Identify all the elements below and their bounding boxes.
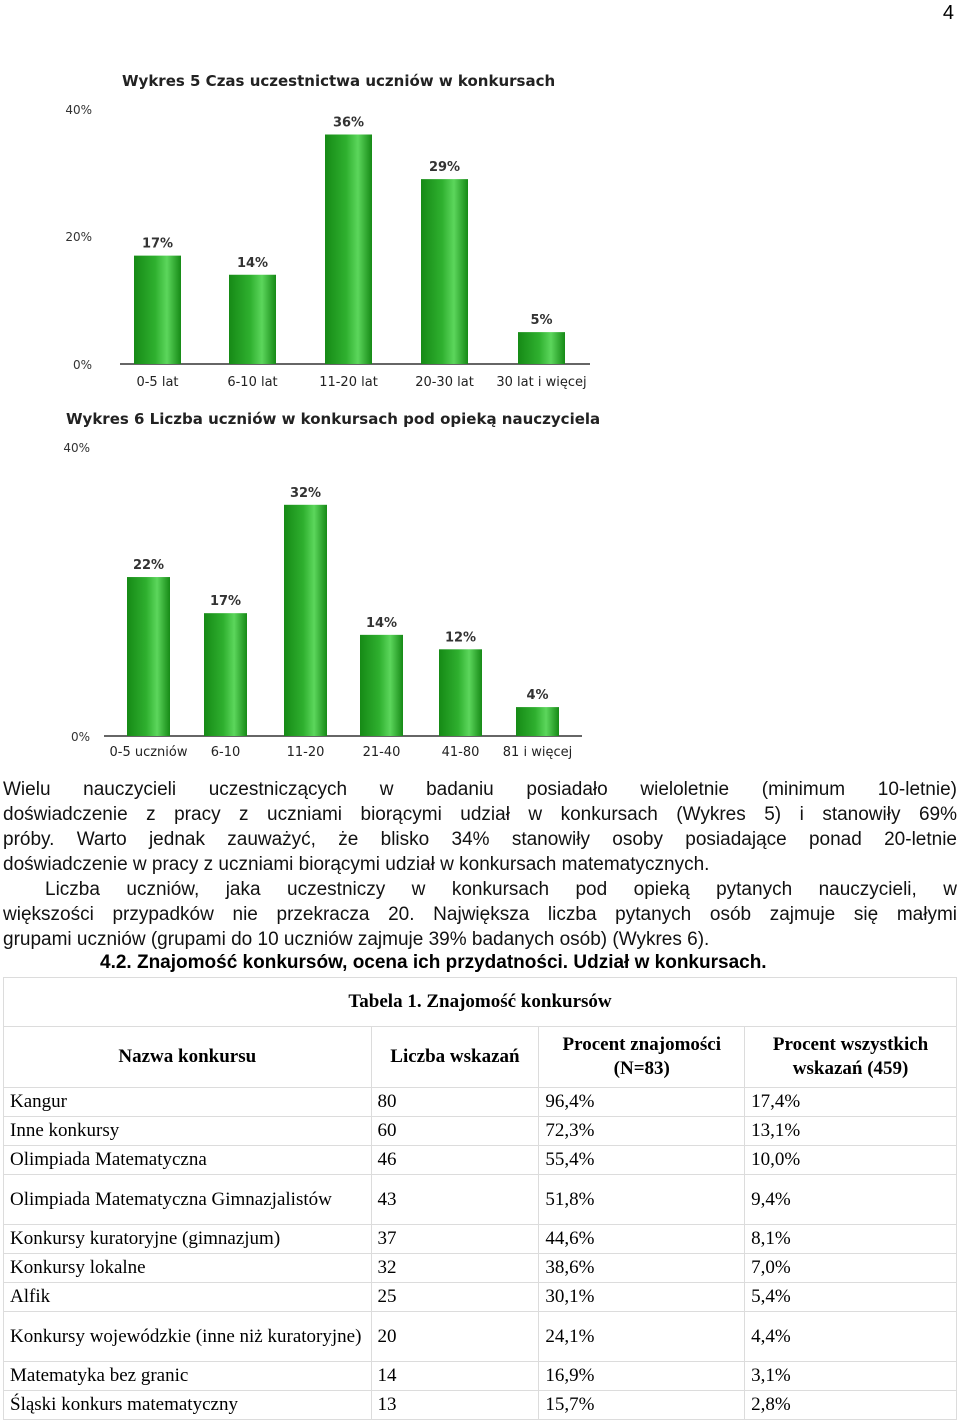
count-cell: 46 bbox=[371, 1146, 539, 1175]
y-tick-label: 40% bbox=[63, 441, 90, 455]
percent-all-cell: 17,4% bbox=[745, 1088, 957, 1117]
count-cell: 25 bbox=[371, 1283, 539, 1312]
header-percent-all: Procent wszystkich wskazań (459) bbox=[745, 1027, 957, 1088]
data-label: 14% bbox=[365, 615, 398, 631]
contest-name-cell: Konkursy wojewódzkie (inne niż kuratoryjne) bbox=[4, 1312, 372, 1362]
y-tick-label: 0% bbox=[72, 358, 92, 372]
bar bbox=[439, 649, 482, 736]
percent-known-cell: 24,1% bbox=[539, 1312, 745, 1362]
contest-name-cell: Olimpiada Matematyczna bbox=[4, 1146, 372, 1175]
data-label: 36% bbox=[332, 115, 365, 131]
percent-all-cell: 2,8% bbox=[745, 1391, 957, 1420]
data-label: 4% bbox=[526, 688, 549, 704]
percent-known-cell: 96,4% bbox=[539, 1088, 745, 1117]
count-cell: 60 bbox=[371, 1117, 539, 1146]
percent-all-cell: 8,1% bbox=[745, 1225, 957, 1254]
data-label: 22% bbox=[132, 558, 165, 574]
contest-name-cell: Konkursy kuratoryjne (gimnazjum) bbox=[4, 1225, 372, 1254]
paragraph-1 bbox=[3, 777, 957, 877]
chart-5-title: Wykres 5 Czas uczestnictwa uczniów w konkursach bbox=[122, 72, 556, 90]
contest-name-cell: Matematyka bez granic bbox=[4, 1362, 372, 1391]
table-row bbox=[4, 1391, 957, 1420]
x-tick-label: 0-5 lat bbox=[136, 375, 179, 390]
percent-all-cell: 4,4% bbox=[745, 1312, 957, 1362]
paragraph-line: Wielu nauczycieli uczestniczących w badaniu posiadało wieloletnie (minimum 10-letnie) bbox=[3, 779, 957, 800]
bar bbox=[127, 577, 170, 736]
percent-all-cell: 3,1% bbox=[745, 1362, 957, 1391]
table-row bbox=[4, 1175, 957, 1225]
table-row bbox=[4, 1117, 957, 1146]
data-label: 5% bbox=[530, 313, 553, 329]
y-tick-label: 40% bbox=[65, 103, 92, 117]
contests-table bbox=[3, 977, 957, 1420]
percent-known-cell: 51,8% bbox=[539, 1175, 745, 1225]
percent-known-cell: 55,4% bbox=[539, 1146, 745, 1175]
table-row bbox=[4, 1225, 957, 1254]
contest-name-cell: Konkursy lokalne bbox=[4, 1254, 372, 1283]
contest-name-cell: Inne konkursy bbox=[4, 1117, 372, 1146]
data-label: 14% bbox=[236, 255, 269, 271]
data-label: 17% bbox=[209, 594, 242, 610]
percent-known-cell: 15,7% bbox=[539, 1391, 745, 1420]
table-row bbox=[4, 1283, 957, 1312]
x-tick-label: 21-40 bbox=[362, 745, 401, 760]
table-row bbox=[4, 1312, 957, 1362]
paragraph-line: doświadczenie z pracy z uczniami biorącymi udział w konkursach (Wykres 5) i stanowiły 69% bbox=[3, 804, 957, 825]
contest-name-cell: Śląski konkurs matematyczny bbox=[4, 1391, 372, 1420]
paragraph-2 bbox=[3, 877, 957, 952]
contest-name-cell: Alfik bbox=[4, 1283, 372, 1312]
percent-known-cell: 16,9% bbox=[539, 1362, 745, 1391]
y-tick-label: 0% bbox=[70, 730, 90, 744]
bar bbox=[360, 635, 403, 736]
table-row bbox=[4, 1254, 957, 1283]
count-cell: 14 bbox=[371, 1362, 539, 1391]
header-count: Liczba wskazań bbox=[371, 1027, 539, 1088]
count-cell: 80 bbox=[371, 1088, 539, 1117]
x-tick-label: 41-80 bbox=[441, 745, 480, 760]
count-cell: 43 bbox=[371, 1175, 539, 1225]
contest-name-cell: Kangur bbox=[4, 1088, 372, 1117]
header-contest-name: Nazwa konkursu bbox=[4, 1027, 372, 1088]
y-tick-label: 20% bbox=[65, 230, 92, 244]
percent-all-cell: 9,4% bbox=[745, 1175, 957, 1225]
count-cell: 37 bbox=[371, 1225, 539, 1254]
data-label: 17% bbox=[141, 236, 174, 252]
percent-known-cell: 38,6% bbox=[539, 1254, 745, 1283]
x-tick-label: 6-10 lat bbox=[227, 375, 278, 390]
percent-all-cell: 10,0% bbox=[745, 1146, 957, 1175]
paragraph-line: większości przypadków nie przekracza 20. Największa liczba pytanych osób zajmuje się małymi bbox=[3, 904, 957, 925]
count-cell: 32 bbox=[371, 1254, 539, 1283]
x-tick-label: 11-20 lat bbox=[319, 375, 378, 390]
x-tick-label: 81 i więcej bbox=[502, 745, 573, 760]
table-caption: Tabela 1. Znajomość konkursów bbox=[4, 978, 957, 1027]
chart-6-title: Wykres 6 Liczba uczniów w konkursach pod opieką nauczyciela bbox=[66, 410, 601, 428]
x-tick-label: 30 lat i więcej bbox=[496, 375, 587, 390]
count-cell: 20 bbox=[371, 1312, 539, 1362]
paragraph-line: doświadczenie w pracy z uczniami biorącymi udział w konkursach matematycznych. bbox=[3, 854, 710, 875]
percent-all-cell: 5,4% bbox=[745, 1283, 957, 1312]
bar bbox=[204, 613, 247, 736]
x-tick-label: 20-30 lat bbox=[415, 375, 474, 390]
percent-known-cell: 44,6% bbox=[539, 1225, 745, 1254]
header-percent-known: Procent znajomości (N=83) bbox=[539, 1027, 745, 1088]
contest-name-cell: Olimpiada Matematyczna Gimnazjalistów bbox=[4, 1175, 372, 1225]
x-tick-label: 0-5 uczniów bbox=[109, 745, 188, 760]
page-number: 4 bbox=[942, 2, 954, 24]
x-tick-label: 11-20 bbox=[286, 745, 325, 760]
percent-all-cell: 13,1% bbox=[745, 1117, 957, 1146]
percent-known-cell: 30,1% bbox=[539, 1283, 745, 1312]
percent-known-cell: 72,3% bbox=[539, 1117, 745, 1146]
bar bbox=[284, 505, 327, 736]
count-cell: 13 bbox=[371, 1391, 539, 1420]
x-tick-label: 6-10 bbox=[210, 745, 241, 760]
table-row bbox=[4, 1146, 957, 1175]
paragraph-line: próby. Warto jednak zauważyć, że blisko 34% stanowiły osoby posiadające ponad 20-letnie bbox=[3, 829, 957, 850]
data-label: 29% bbox=[428, 160, 461, 176]
data-label: 12% bbox=[444, 630, 477, 646]
section-heading: 4.2. Znajomość konkursów, ocena ich przydatności. Udział w konkursach. bbox=[100, 952, 767, 973]
table-row bbox=[4, 1088, 957, 1117]
percent-all-cell: 7,0% bbox=[745, 1254, 957, 1283]
table-row bbox=[4, 1362, 957, 1391]
paragraph-line: Liczba uczniów, jaka uczestniczy w konkursach pod opieką pytanych nauczycieli, w bbox=[45, 879, 957, 900]
paragraph-line: grupami uczniów (grupami do 10 uczniów zajmuje 39% badanych osób) (Wykres 6). bbox=[3, 929, 710, 950]
bar bbox=[516, 707, 559, 736]
data-label: 32% bbox=[289, 485, 322, 501]
